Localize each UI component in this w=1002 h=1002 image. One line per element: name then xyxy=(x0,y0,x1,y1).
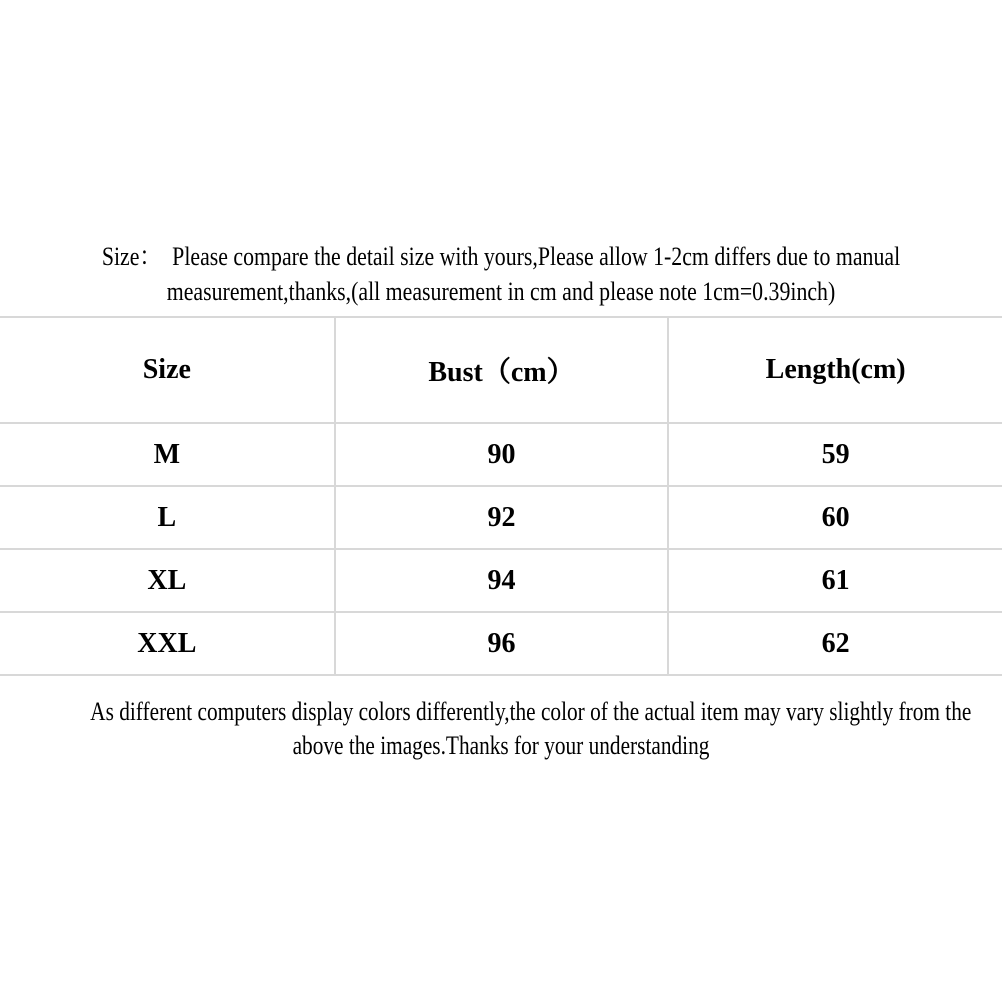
cell-length: 62 xyxy=(668,612,1002,675)
table-row xyxy=(0,612,1002,675)
cell-bust: 94 xyxy=(335,549,669,612)
column-header-size: Size xyxy=(0,317,335,423)
cell-size: M xyxy=(0,423,335,486)
measurement-note xyxy=(0,239,1002,309)
measurement-note-line-2: measurement,thanks,(all measurement in cm and please note 1cm=0.39inch) xyxy=(166,277,836,306)
size-chart-table xyxy=(0,316,1002,676)
table-row xyxy=(0,549,1002,612)
color-disclaimer xyxy=(0,695,1002,763)
color-disclaimer-line-1: As different computers display colors differently,the color of the actual item may vary slightly from the xyxy=(90,697,972,726)
table-row xyxy=(0,486,1002,549)
cell-bust: 90 xyxy=(335,423,669,486)
cell-size: XL xyxy=(0,549,335,612)
cell-length: 59 xyxy=(668,423,1002,486)
cell-bust: 96 xyxy=(335,612,669,675)
cell-size: L xyxy=(0,486,335,549)
cell-length: 61 xyxy=(668,549,1002,612)
cell-length: 60 xyxy=(668,486,1002,549)
table-header-row xyxy=(0,317,1002,423)
column-header-bust: Bust（cm） xyxy=(335,317,669,423)
column-header-length: Length(cm) xyxy=(668,317,1002,423)
table-row xyxy=(0,423,1002,486)
cell-bust: 92 xyxy=(335,486,669,549)
cell-size: XXL xyxy=(0,612,335,675)
color-disclaimer-line-2: above the images.Thanks for your understanding xyxy=(292,731,710,760)
measurement-note-line-1: Size： Please compare the detail size with yours,Please allow 1-2cm differs due to manual xyxy=(101,242,901,271)
